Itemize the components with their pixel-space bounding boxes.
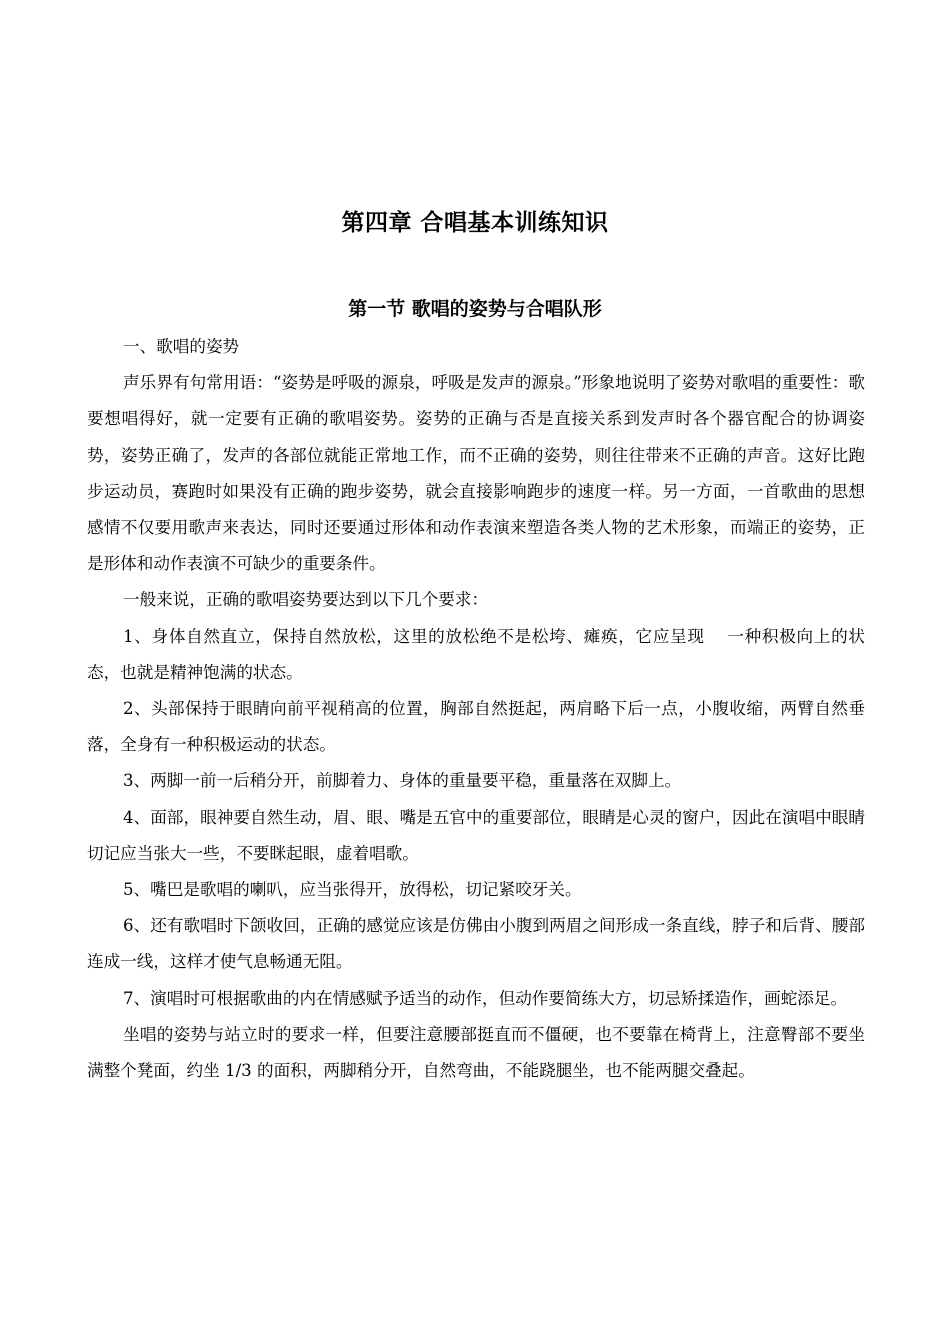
list-item-1-part-a: 1、身体自然直立，保持自然放松，这里的放松绝不是松垮、瘫痪，它应呈现 [123, 626, 705, 646]
list-item-2: 2、头部保持于眼睛向前平视稍高的位置，胸部自然挺起，两肩略下后一点，小腹收缩，两臂自然垂落，全身有一种积极运动的状态。 [87, 699, 865, 755]
list-item-4: 4、面部，眼神要自然生动，眉、眼、嘴是五官中的重要部位，眼睛是心灵的窗户，因此在演唱中眼睛切记应当张大一些，不要眯起眼，虚着唱歌。 [87, 807, 865, 863]
list-item-7: 7、演唱时可根据歌曲的内在情感赋予适当的动作，但动作要简练大方，切忌矫揉造作，画蛇添足。 [123, 988, 848, 1008]
list-item-1 [87, 619, 865, 691]
paragraph-posture-importance: 声乐界有句常用语：“姿势是呼吸的源泉，呼吸是发声的源泉。”形象地说明了姿势对歌唱的重要性：歌要想唱得好，就一定要有正确的歌唱姿势。姿势的正确与否是直接关系到发声时各个器官配合的协调姿势，姿势正确了，发声的各部位就能正常地工作，而不正确的姿势，则往往带来不正确的声音。这好比跑步运动员，赛跑时如果没有正确的跑步姿势，就会直接影响跑步的速度一样。另一方面，一首歌曲的思想感情不仅要用歌声来表达，同时还要通过形体和动作表演来塑造各类人物的艺术形象，而端正的姿势，正是形体和动作表演不可缺少的重要条件。 [87, 373, 865, 574]
body-text [87, 329, 865, 1089]
section-title: 第一节 歌唱的姿势与合唱队形 [348, 298, 602, 320]
list-item-3: 3、两脚一前一后稍分开，前脚着力、身体的重量要平稳，重量落在双脚上。 [123, 771, 682, 791]
paragraph-sitting-posture: 坐唱的姿势与站立时的要求一样，但要注意腰部挺直而不僵硬，也不要靠在椅背上，注意臀部不要坐满整个凳面，约坐 1/3 的面积，两脚稍分开，自然弯曲，不能跷腿坐，也不能两腿交叠起。 [87, 1024, 865, 1081]
chapter-title: 第四章 合唱基本训练知识 [341, 210, 609, 236]
paragraph-requirements-intro: 一般来说，正确的歌唱姿势要达到以下几个要求： [123, 590, 489, 610]
subheading: 一、歌唱的姿势 [123, 337, 240, 356]
list-item-5: 5、嘴巴是歌唱的喇叭，应当张得开，放得松，切记紧咬牙关。 [123, 880, 582, 900]
list-item-1-part-b: 一种积极向上的状态，也就是精神饱满的状态。 [87, 626, 865, 682]
list-item-6: 6、还有歌唱时下颌收回，正确的感觉应该是仿佛由小腹到两眉之间形成一条直线，脖子和后背、腰部连成一线，这样才使气息畅通无阻。 [87, 916, 865, 972]
